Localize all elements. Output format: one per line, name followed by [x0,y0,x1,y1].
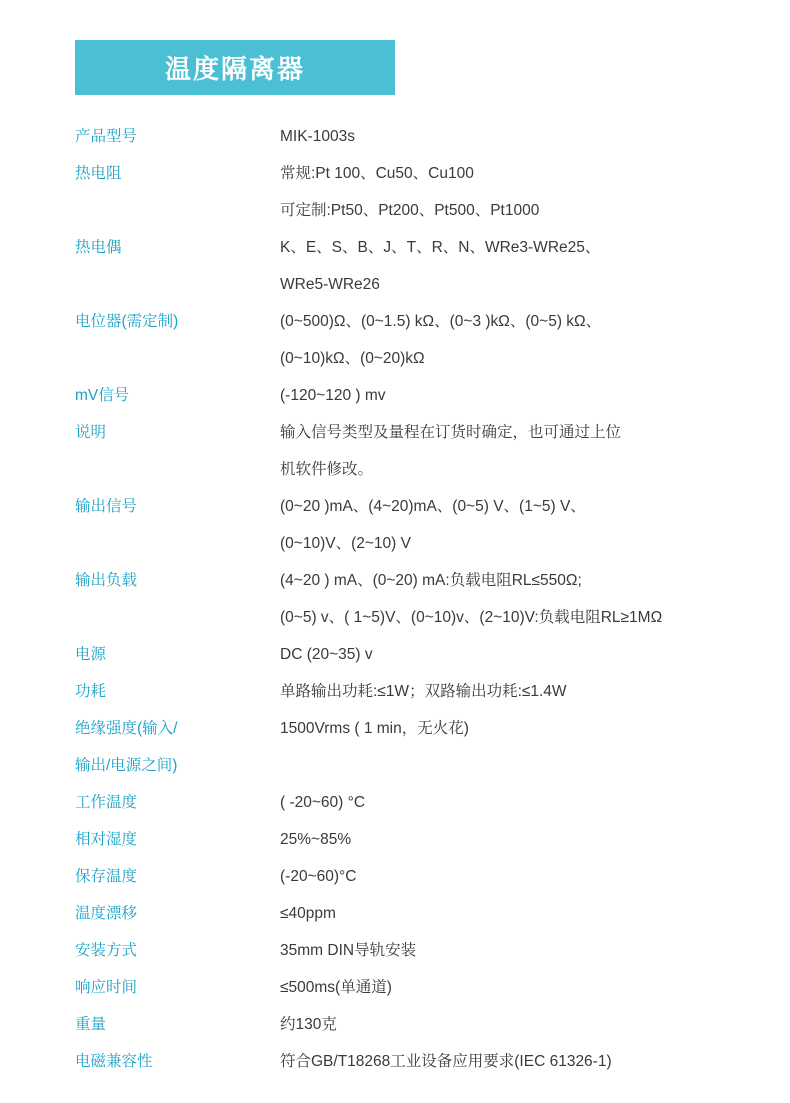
spec-value-line: 25%~85% [280,831,352,848]
spec-value [280,155,765,229]
spec-label: 保存温度 [75,868,138,885]
table-row [75,673,765,710]
table-row [75,303,765,377]
spec-label: 功耗 [75,683,107,700]
spec-value-line: MIK-1003s [280,128,355,145]
spec-value [280,932,765,969]
spec-label: mV信号 [75,387,130,404]
spec-value [280,969,765,1006]
spec-value-line: (0~20 )mA、(4~20)mA、(0~5) V、(1~5) V、 [280,498,586,515]
spec-label-line: 绝缘强度(输入/ [75,720,178,737]
spec-value [280,303,765,377]
spec-value [280,784,765,821]
spec-value-line: (0~5) v、( 1~5)V、(0~10)v、(2~10)V:负载电阻RL≥1MΩ [280,609,663,626]
table-row [75,895,765,932]
spec-value-line: 可定制:Pt50、Pt200、Pt500、Pt1000 [280,202,540,219]
spec-value-line: (0~500)Ω、(0~1.5) kΩ、(0~3 )kΩ、(0~5) kΩ、 [280,313,602,330]
specification-table [75,118,765,1080]
spec-value-line: 符合GB/T18268工业设备应用要求(IEC 61326-1) [280,1053,612,1070]
spec-label: 电源 [75,646,107,663]
spec-value [280,562,765,636]
spec-value [280,414,765,488]
table-row [75,229,765,303]
spec-label-line: 输出/电源之间) [75,757,178,774]
spec-value [280,1043,765,1080]
spec-label: 安装方式 [75,942,138,959]
spec-label [75,710,280,784]
table-row [75,969,765,1006]
spec-value-line: 单路输出功耗:≤1W；双路输出功耗:≤1.4W [280,683,567,700]
spec-value-line: (-20~60)°C [280,868,357,885]
spec-value [280,895,765,932]
spec-label: 重量 [75,1016,107,1033]
spec-value-line: DC (20~35) v [280,646,373,663]
table-row [75,858,765,895]
spec-label: 响应时间 [75,979,138,996]
spec-value-line: (-120~120 ) mv [280,387,386,404]
spec-label: 说明 [75,424,107,441]
spec-value-line: 常规:Pt 100、Cu50、Cu100 [280,165,474,182]
spec-label: 产品型号 [75,128,138,145]
spec-value-line: ≤40ppm [280,905,336,922]
spec-label: 电位器(需定制) [75,313,179,330]
table-row [75,118,765,155]
spec-label: 相对湿度 [75,831,138,848]
spec-value [280,710,765,747]
spec-label: 输出负载 [75,572,138,589]
table-row [75,1006,765,1043]
table-row [75,488,765,562]
spec-value-line: ( -20~60) °C [280,794,366,811]
spec-value-line: 1500Vrms ( 1 min，无火花) [280,720,469,737]
table-row [75,414,765,488]
spec-value-line: 机软件修改。 [280,461,374,478]
spec-value-line: K、E、S、B、J、T、R、N、WRe3-WRe25、 [280,239,601,256]
spec-value [280,821,765,858]
spec-value [280,488,765,562]
spec-value [280,118,765,155]
spec-value-line: WRe5-WRe26 [280,276,380,293]
table-row [75,1043,765,1080]
spec-value-line: (4~20 ) mA、(0~20) mA:负载电阻RL≤550Ω; [280,572,582,589]
spec-value [280,673,765,710]
spec-value [280,229,765,303]
spec-value [280,636,765,673]
spec-value-line: ≤500ms(单通道) [280,979,392,996]
spec-label: 工作温度 [75,794,138,811]
spec-value-line: (0~10)kΩ、(0~20)kΩ [280,350,425,367]
table-row [75,710,765,784]
table-row [75,932,765,969]
page-title-banner [75,40,395,95]
table-row [75,562,765,636]
spec-label: 温度漂移 [75,905,138,922]
spec-value-line: 约130克 [280,1016,337,1033]
page-title: 温度隔离器 [164,54,305,84]
table-row [75,155,765,229]
spec-label: 热电阻 [75,165,122,182]
table-row [75,636,765,673]
table-row [75,821,765,858]
spec-value [280,858,765,895]
spec-label: 热电偶 [75,239,122,256]
spec-value [280,377,765,414]
table-row [75,784,765,821]
spec-label: 电磁兼容性 [75,1053,153,1070]
table-row [75,377,765,414]
spec-label: 输出信号 [75,498,138,515]
spec-value-line: 35mm DIN导轨安装 [280,942,417,959]
spec-value-line: 输入信号类型及量程在订货时确定，也可通过上位 [280,424,622,441]
spec-value [280,1006,765,1043]
spec-value-line: (0~10)V、(2~10) V [280,535,411,552]
